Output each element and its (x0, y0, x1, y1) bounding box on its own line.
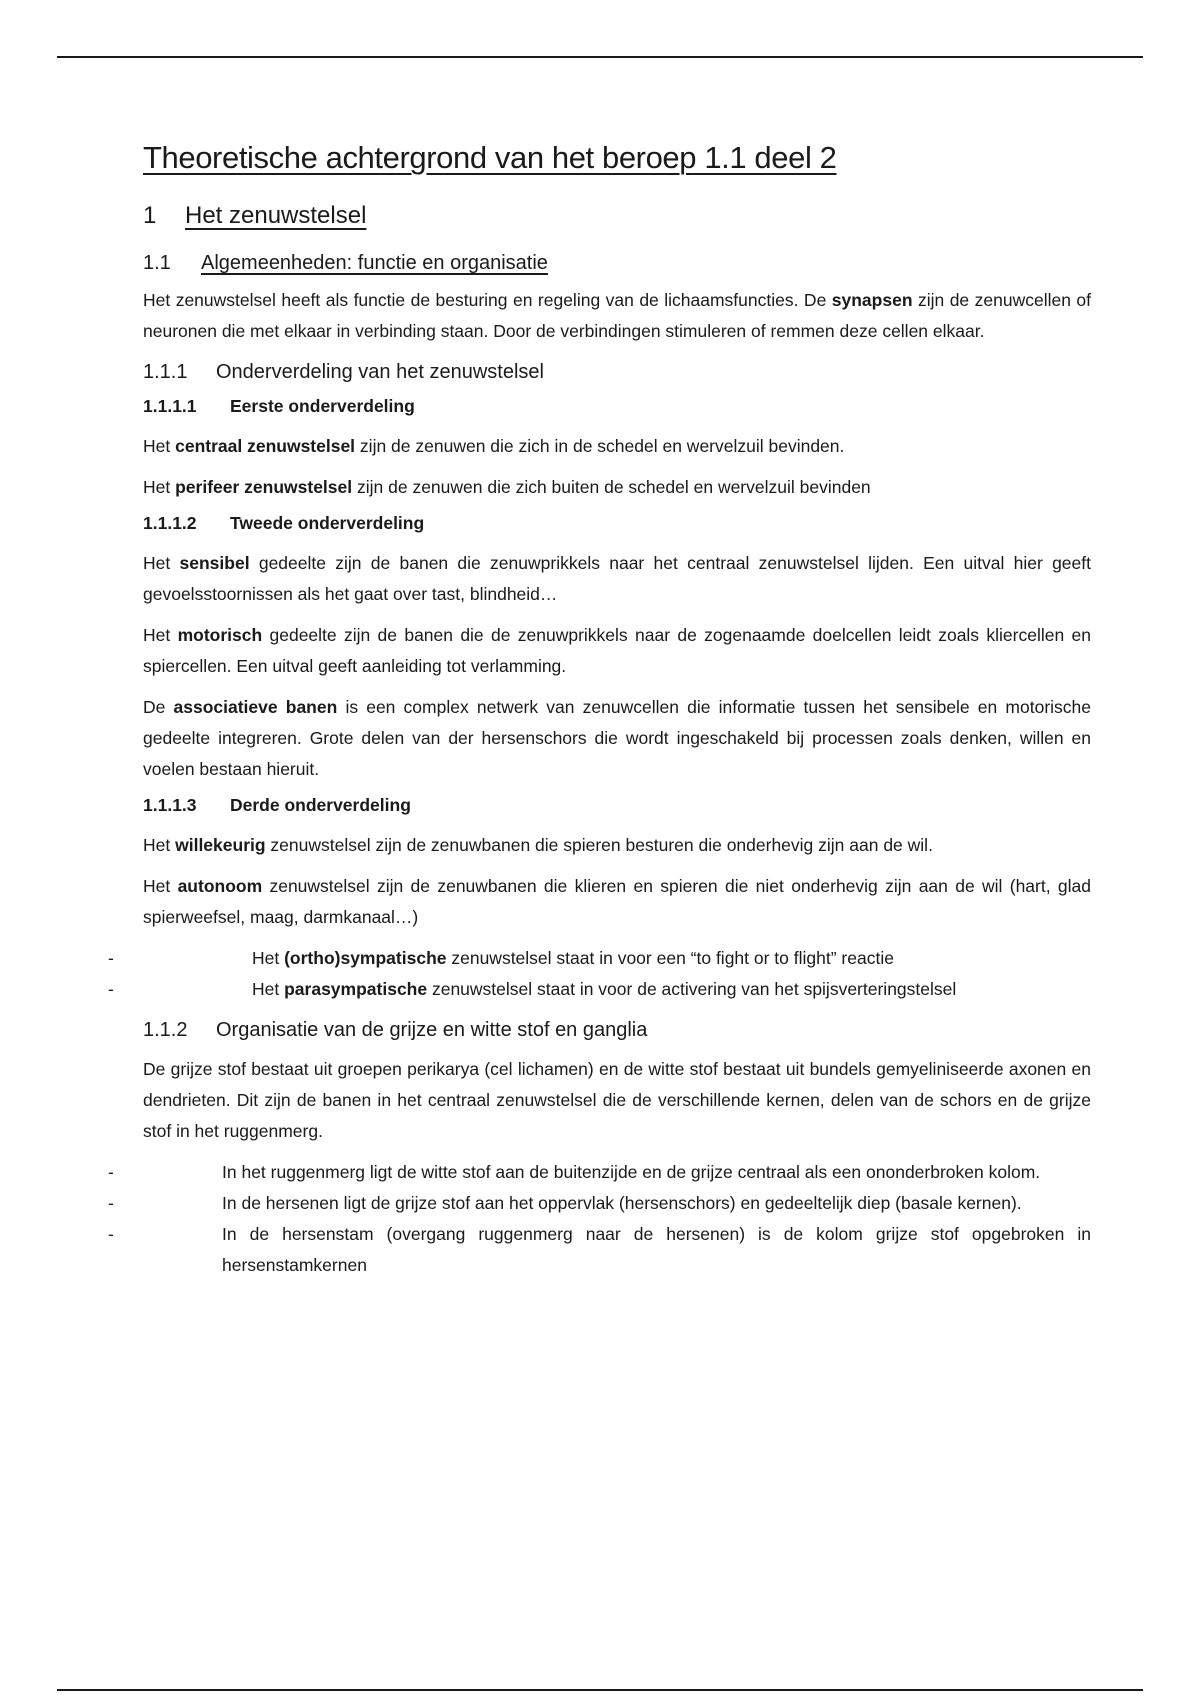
list-item: - Het parasympatische zenuwstelsel staat in voor de activering van het spijsverteringstelsel (108, 979, 957, 999)
paragraph-centraal: Het centraal zenuwstelsel zijn de zenuwen die zich in de schedel en wervelzuil bevinden. (143, 436, 845, 456)
document-page (108, 140, 1092, 1287)
list-grijze-stof (108, 1157, 1091, 1281)
heading-text: Eerste onderverdeling (230, 396, 415, 416)
list-item: - In het ruggenmerg ligt de witte stof aan de buitenzijde en de grijze centraal als een ononderbroken kolom. (108, 1162, 1041, 1182)
heading-number: 1.1.1.2 (143, 513, 197, 533)
paragraph-perifeer: Het perifeer zenuwstelsel zijn de zenuwen die zich buiten de schedel en wervelzuil bevinden (143, 477, 871, 497)
paragraph-intro: Het zenuwstelsel heeft als functie de besturing en regeling van de lichaamsfuncties. De synapsen zijn de zenuwcellen of neuronen die met elkaar in verbinding staan. Door de verbindingen stimuleren of remmen deze cellen elkaar. (143, 290, 1092, 341)
heading-1-1-1-2 (143, 513, 1091, 534)
paragraph-motorisch: Het motorisch gedeelte zijn de banen die de zenuwprikkels naar de zogenaamde doelcellen leidt zoals kliercellen en spiercellen. Een uitval geeft aanleiding tot verlamming. (143, 625, 1091, 676)
paragraph-autonoom: Het autonoom zenuwstelsel zijn de zenuwbanen die klieren en spieren die niet onderhevig zijn aan de wil (hart, glad spierweefsel, maag, darmkanaal…) (143, 876, 1091, 927)
heading-text: Organisatie van de grijze en witte stof en ganglia (216, 1019, 648, 1041)
heading-1-1 (143, 252, 1091, 275)
paragraph-grijze-stof: De grijze stof bestaat uit groepen perikarya (cel lichamen) en de witte stof bestaat uit bundels gemyeliniseerde axonen en dendrieten. Dit zijn de banen in het centraal zenuwstelsel die de verschillende kernen, delen van de schors en de grijze stof in het ruggenmerg. (143, 1059, 1091, 1141)
list-autonoom (108, 943, 1091, 1005)
heading-1-1-2 (143, 1019, 1091, 1042)
heading-number: 1.1.1 (143, 361, 188, 383)
list-item: - Het (ortho)sympatische zenuwstelsel staat in voor een “to fight or to flight” reactie (108, 948, 894, 968)
heading-text: Tweede onderverdeling (230, 513, 425, 533)
heading-text: Onderverdeling van het zenuwstelsel (216, 361, 544, 383)
heading-number: 1.1.1.1 (143, 396, 197, 416)
header-rule (57, 56, 1143, 58)
list-item: - In de hersenen ligt de grijze stof aan het oppervlak (hersenschors) en gedeeltelijk diep (basale kernen). (108, 1193, 1022, 1213)
heading-1-1-1 (143, 361, 1091, 384)
heading-number: 1.1.2 (143, 1019, 188, 1041)
footer-rule (57, 1689, 1143, 1691)
heading-number: 1.1 (143, 252, 171, 274)
heading-text: Het zenuwstelsel (185, 202, 367, 229)
paragraph-associatief: De associatieve banen is een complex netwerk van zenuwcellen die informatie tussen het sensibele en motorische gedeelte integreren. Grote delen van der hersenschors die wordt ingeschakeld bij processen zoals denken, willen en voelen bestaan hieruit. (143, 697, 1092, 779)
list-item: - In de hersenstam (overgang ruggenmerg naar de hersenen) is de kolom grijze stof opgebroken in hersenstamkernen (108, 1224, 1091, 1275)
heading-1-1-1-3 (143, 795, 1091, 816)
document-title: Theoretische achtergrond van het beroep 1.1 deel 2 (143, 140, 837, 175)
heading-text: Algemeenheden: functie en organisatie (201, 252, 548, 274)
heading-number: 1.1.1.3 (143, 795, 197, 815)
heading-1 (143, 202, 1091, 230)
heading-number: 1 (143, 202, 157, 229)
paragraph-willekeurig: Het willekeurig zenuwstelsel zijn de zenuwbanen die spieren besturen die onderhevig zijn aan de wil. (143, 835, 933, 855)
heading-1-1-1-1 (143, 396, 1091, 417)
heading-text: Derde onderverdeling (230, 795, 411, 815)
paragraph-sensibel: Het sensibel gedeelte zijn de banen die zenuwprikkels naar het centraal zenuwstelsel lijden. Een uitval hier geeft gevoelsstoornissen als het gaat over tast, blindheid… (143, 553, 1091, 604)
